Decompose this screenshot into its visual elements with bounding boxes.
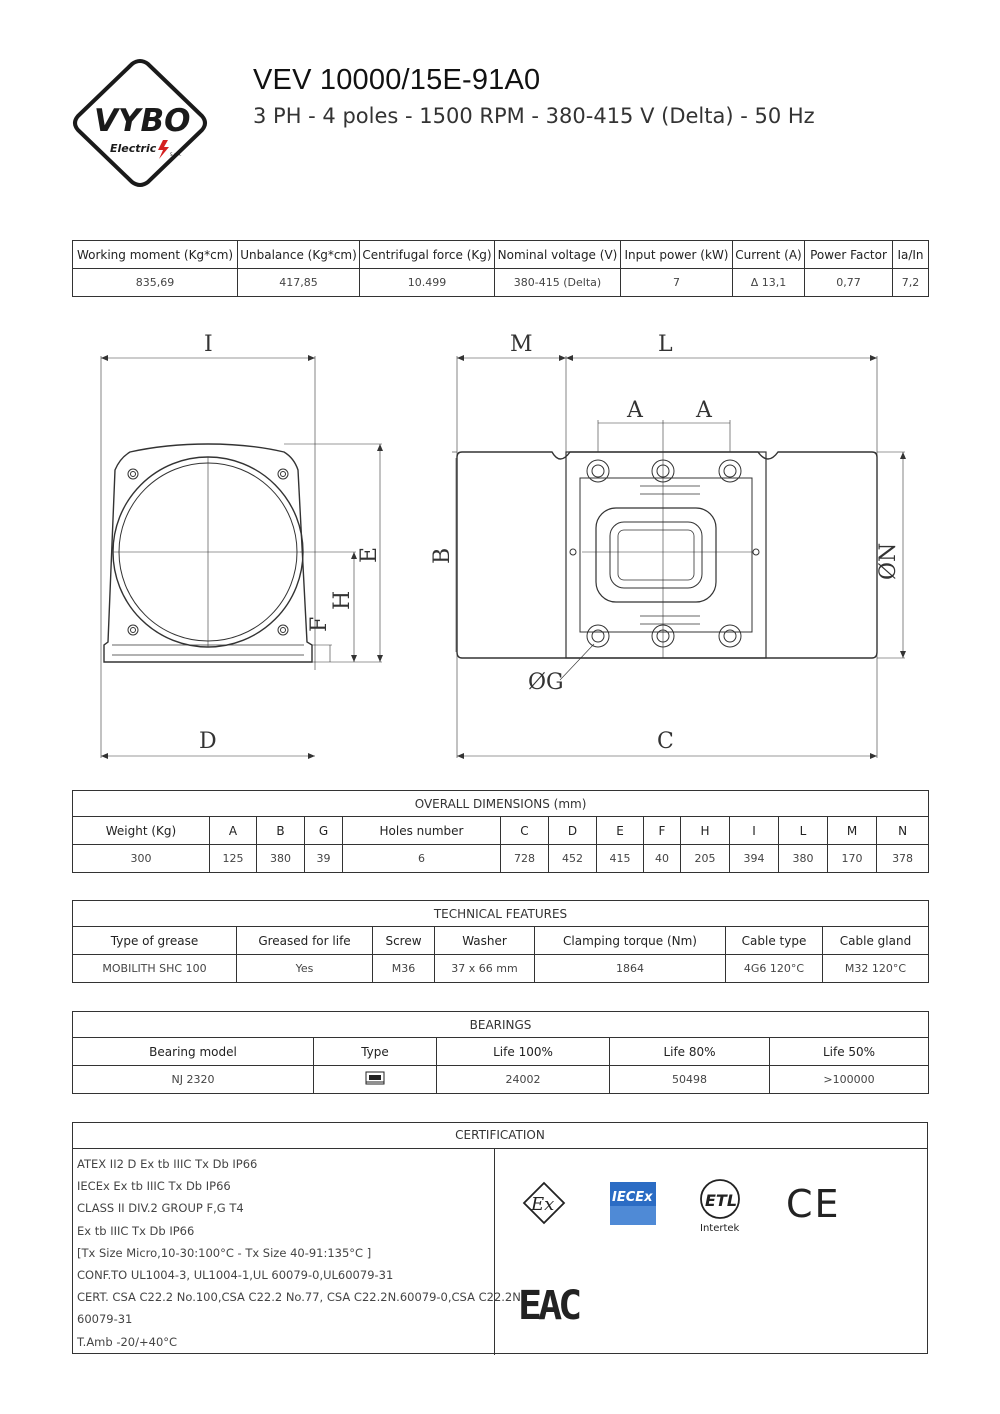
electrical-value: 7,2 <box>893 269 929 297</box>
electrical-value: Δ 13,1 <box>733 269 805 297</box>
roller-bearing-icon <box>365 1071 385 1085</box>
certification-line: [Tx Size Micro,10-30:100°C - Tx Size 40-91:135°C ] <box>77 1245 372 1260</box>
dimensions-header: I <box>730 817 779 845</box>
certification-box <box>72 1122 928 1354</box>
dim-label-F: F <box>307 616 332 632</box>
technical-value: Yes <box>237 955 373 983</box>
bearings-header: Life 50% <box>770 1038 929 1066</box>
certification-marks <box>496 1149 928 1355</box>
dimensions-caption: OVERALL DIMENSIONS (mm) <box>73 791 929 817</box>
dimensions-value: 39 <box>305 845 343 873</box>
dimensions-header: A <box>210 817 257 845</box>
electrical-value: 10.499 <box>360 269 495 297</box>
electrical-header: Current (A) <box>733 241 805 269</box>
bearings-table <box>72 1011 929 1094</box>
electrical-header: Centrifugal force (Kg) <box>360 241 495 269</box>
logo-suffix: S.p.A. <box>170 152 182 157</box>
electrical-table <box>72 240 929 297</box>
dimensions-value: 452 <box>549 845 597 873</box>
certification-line: CONF.TO UL1004-3, UL1004-1,UL 60079-0,UL60079-31 <box>77 1268 394 1283</box>
dimensions-value: 380 <box>257 845 305 873</box>
certification-line: Ex tb IIIC Tx Db IP66 <box>77 1223 195 1238</box>
dimensions-header: C <box>501 817 549 845</box>
technical-value: MOBILITH SHC 100 <box>73 955 237 983</box>
certification-caption: CERTIFICATION <box>73 1123 927 1149</box>
electrical-value: 417,85 <box>238 269 360 297</box>
svg-text:ETL: ETL <box>705 1191 738 1210</box>
dimensions-value: 300 <box>73 845 210 873</box>
electrical-value: 7 <box>621 269 733 297</box>
svg-text:Intertek: Intertek <box>700 1223 740 1234</box>
dimensions-value: 394 <box>730 845 779 873</box>
electrical-header: Working moment (Kg*cm) <box>73 241 238 269</box>
bearings-header: Bearing model <box>73 1038 314 1066</box>
dimensions-header: H <box>681 817 730 845</box>
certification-list <box>73 1149 525 1355</box>
etl-intertek-icon <box>700 1180 740 1234</box>
technical-header: Cable gland <box>823 927 929 955</box>
technical-value: 4G6 120°C <box>726 955 823 983</box>
dimensions-value: 415 <box>597 845 644 873</box>
bearings-value: NJ 2320 <box>73 1066 314 1094</box>
dim-label-G: ØG <box>528 670 564 695</box>
certification-line: T.Amb -20/+40°C <box>77 1334 178 1349</box>
certification-line: CERT. CSA C22.2 No.100,CSA C22.2 No.77, CSA C22.2N.60079-0,CSA C22.2N. <box>77 1290 525 1305</box>
ce-mark-icon <box>786 1182 841 1226</box>
technical-drawing <box>0 320 1000 780</box>
electrical-header: Input power (kW) <box>621 241 733 269</box>
logo-text: VYBO <box>94 103 191 139</box>
dim-label-B: B <box>430 547 455 564</box>
electrical-value: 835,69 <box>73 269 238 297</box>
certification-line: ATEX II2 D Ex tb IIIC Tx Db IP66 <box>77 1157 258 1171</box>
technical-header: Cable type <box>726 927 823 955</box>
certification-line: 60079-31 <box>77 1312 133 1327</box>
svg-text:CE: CE <box>786 1182 841 1226</box>
dim-label-E: E <box>357 546 382 563</box>
bearings-header: Life 100% <box>437 1038 610 1066</box>
electrical-value: 0,77 <box>805 269 893 297</box>
technical-value: M32 120°C <box>823 955 929 983</box>
dimensions-header: D <box>549 817 597 845</box>
dimensions-value: 378 <box>877 845 929 873</box>
electrical-header: Power Factor <box>805 241 893 269</box>
bearings-header: Life 80% <box>610 1038 770 1066</box>
technical-header: Washer <box>435 927 535 955</box>
electrical-header: Unbalance (Kg*cm) <box>238 241 360 269</box>
dimensions-header: E <box>597 817 644 845</box>
technical-value: 1864 <box>535 955 726 983</box>
dimensions-header: M <box>828 817 877 845</box>
bearing-type-cell <box>314 1066 437 1094</box>
dimensions-table <box>72 790 929 873</box>
bearings-header: Type <box>314 1038 437 1066</box>
page-subtitle: 3 PH - 4 poles - 1500 RPM - 380-415 V (Delta) - 50 Hz <box>253 104 815 128</box>
bearings-value: 24002 <box>437 1066 610 1094</box>
dim-label-L: L <box>658 332 673 357</box>
eac-mark-icon <box>518 1283 580 1329</box>
logo-subtext: Electric <box>110 142 157 155</box>
svg-text:Ex: Ex <box>531 1194 555 1215</box>
svg-text:EAC: EAC <box>518 1283 579 1329</box>
certification-line: CLASS II DIV.2 GROUP F,G T4 <box>77 1201 244 1216</box>
bearings-value: 50498 <box>610 1066 770 1094</box>
ex-mark-icon <box>524 1183 564 1223</box>
dim-label-H: H <box>330 590 355 610</box>
technical-header: Screw <box>373 927 435 955</box>
dimensions-value: 6 <box>343 845 501 873</box>
bearings-caption: BEARINGS <box>73 1012 929 1038</box>
iecex-mark-icon <box>610 1182 656 1225</box>
dimensions-value: 380 <box>779 845 828 873</box>
dimensions-header: F <box>644 817 681 845</box>
electrical-header: Ia/In <box>893 241 929 269</box>
dimensions-header: N <box>877 817 929 845</box>
svg-text:IECEx: IECEx <box>612 1190 653 1205</box>
dimensions-header: G <box>305 817 343 845</box>
dimensions-value: 125 <box>210 845 257 873</box>
dimensions-value: 40 <box>644 845 681 873</box>
page-title: VEV 10000/15E-91A0 <box>253 64 541 96</box>
dimensions-header: L <box>779 817 828 845</box>
electrical-header: Nominal voltage (V) <box>495 241 621 269</box>
technical-caption: TECHNICAL FEATURES <box>73 901 929 927</box>
technical-value: M36 <box>373 955 435 983</box>
dimensions-header: Weight (Kg) <box>73 817 210 845</box>
dim-label-A: A <box>627 398 643 423</box>
dim-label-A: A <box>696 398 712 423</box>
dimensions-value: 728 <box>501 845 549 873</box>
technical-table <box>72 900 929 983</box>
technical-header: Type of grease <box>73 927 237 955</box>
dim-label-I: I <box>204 332 213 357</box>
technical-value: 37 x 66 mm <box>435 955 535 983</box>
dimensions-value: 170 <box>828 845 877 873</box>
certification-line: IECEx Ex tb IIIC Tx Db IP66 <box>77 1179 231 1194</box>
dim-label-D: D <box>199 729 217 754</box>
dim-label-C: C <box>657 729 674 754</box>
bearings-value: >100000 <box>770 1066 929 1094</box>
dimensions-header: B <box>257 817 305 845</box>
dim-label-N: ØN <box>876 542 901 580</box>
dim-label-M: M <box>510 332 533 357</box>
technical-header: Greased for life <box>237 927 373 955</box>
vybo-logo <box>70 58 210 188</box>
dimensions-value: 205 <box>681 845 730 873</box>
dimensions-header: Holes number <box>343 817 501 845</box>
technical-header: Clamping torque (Nm) <box>535 927 726 955</box>
electrical-value: 380-415 (Delta) <box>495 269 621 297</box>
